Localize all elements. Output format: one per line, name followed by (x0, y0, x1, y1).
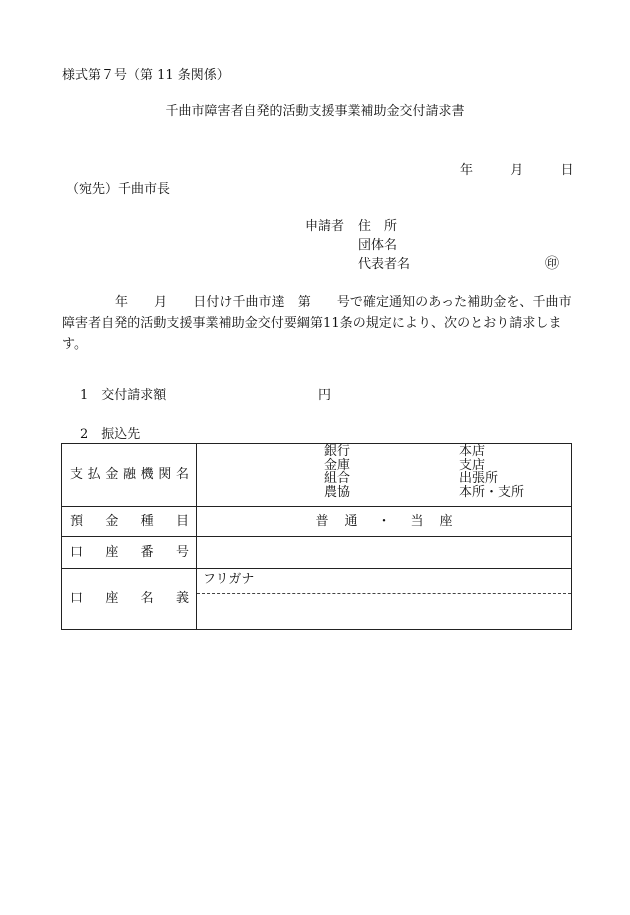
applicant-label: 申請者 (305, 219, 345, 234)
institution-type: 組合 (324, 471, 351, 486)
institution-label (62, 467, 196, 483)
institution-row (62, 444, 572, 507)
representative-label: 代表者名 (358, 257, 411, 272)
label-char: 金 (105, 467, 119, 483)
deposit-option-char: 通 (344, 513, 358, 529)
branch-type: 支店 (459, 457, 486, 473)
label-char: 機 (140, 467, 154, 483)
branch-type: 本店 (459, 444, 486, 459)
account-name-label (62, 591, 196, 607)
label-char: 金 (105, 513, 119, 529)
account-name-value-cell[interactable] (197, 569, 572, 630)
institution-label-cell (62, 444, 197, 507)
branch-type: 本所・支所 (459, 484, 525, 500)
transfer-destination-label: 2 振込先 (80, 427, 141, 442)
label-char: 名 (140, 591, 154, 607)
label-char: 種 (140, 513, 154, 529)
institution-value-cell[interactable] (197, 444, 572, 507)
deposit-option-char: 座 (439, 513, 453, 529)
account-name-label-cell (62, 569, 197, 630)
account-name-row (62, 569, 572, 630)
deposit-option-char: 当 (410, 513, 424, 529)
date-line (460, 163, 574, 179)
label-char: 号 (175, 544, 189, 560)
institution-type: 農協 (324, 484, 351, 500)
account-number-label-cell (62, 537, 197, 569)
institution-type: 金庫 (324, 457, 351, 473)
deposit-option-char: 普 (315, 513, 329, 529)
bank-transfer-table (61, 443, 572, 630)
label-char: 関 (158, 467, 172, 483)
label-char: 口 (70, 544, 84, 560)
institution-type: 銀行 (324, 444, 351, 459)
label-char: 預 (70, 513, 84, 529)
label-char: 払 (87, 467, 101, 483)
institution-type-list (324, 445, 350, 499)
seal-mark: ㊞ (545, 256, 559, 272)
label-char: 融 (122, 467, 136, 483)
deposit-type-label-cell (62, 507, 197, 537)
account-number-row (62, 537, 572, 569)
date-month-label: 月 (510, 163, 524, 178)
deposit-type-label (62, 514, 196, 530)
furigana-divider (197, 593, 571, 594)
date-day-label: 日 (560, 163, 574, 178)
deposit-type-row (62, 507, 572, 537)
branch-type-list (459, 445, 524, 499)
label-char: 口 (70, 591, 84, 607)
label-char: 座 (105, 544, 119, 560)
furigana-label: フリガナ (203, 572, 255, 587)
label-char: 座 (105, 591, 119, 607)
deposit-type-options[interactable] (197, 507, 572, 537)
document-title: 千曲市障害者自発的活動支援事業補助金交付請求書 (165, 104, 465, 119)
form-number: 様式第７号（第 11 条関係） (62, 68, 230, 83)
date-year-label: 年 (460, 163, 474, 178)
addressee: （宛先）千曲市長 (66, 182, 171, 197)
deposit-option-char: ・ (377, 513, 391, 529)
request-amount-unit: 円 (318, 388, 332, 403)
account-number-value-cell[interactable] (197, 537, 572, 569)
address-label: 住 所 (358, 219, 398, 234)
request-body-text: 年 月 日付け千曲市達 第 号で確定通知のあった補助金を、千曲市障害者自発的活動支援事業補助金交付要綱第11条の規定により、次のとおり請求します。 (62, 295, 572, 352)
account-number-label (62, 545, 196, 561)
group-name-label: 団体名 (358, 238, 398, 253)
label-char: 義 (175, 591, 189, 607)
label-char: 名 (175, 467, 189, 483)
label-char: 支 (70, 467, 84, 483)
label-char: 番 (140, 544, 154, 560)
request-amount-label: 1 交付請求額 (80, 388, 167, 403)
label-char: 目 (175, 513, 189, 529)
branch-type: 出張所 (459, 471, 499, 486)
